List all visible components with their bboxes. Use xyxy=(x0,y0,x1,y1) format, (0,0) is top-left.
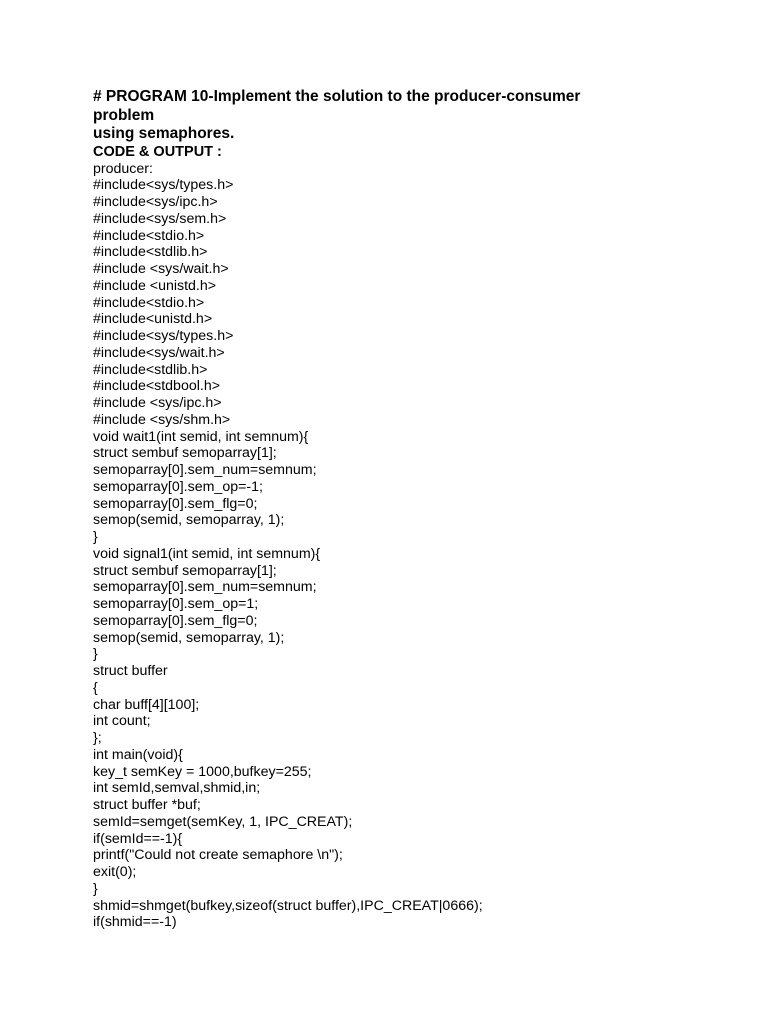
code-line: struct sembuf semoparray[1]; xyxy=(93,445,277,462)
code-line: } xyxy=(93,880,98,897)
code-line: shmid=shmget(bufkey,sizeof(struct buffer),IPC_CREAT|0666); xyxy=(93,897,483,914)
code-line: semoparray[0].sem_flg=0; xyxy=(93,495,258,512)
program-title-line-2: problem xyxy=(93,106,155,124)
code-line: #include <unistd.h> xyxy=(93,277,217,294)
code-line: if(shmid==-1) xyxy=(93,914,177,931)
code-line: #include <sys/wait.h> xyxy=(93,261,229,277)
code-line: #include<sys/sem.h> xyxy=(93,210,227,227)
code-line: #include<stdbool.h> xyxy=(93,378,221,395)
code-line: #include<sys/types.h> xyxy=(93,177,234,194)
code-line: #include<stdlib.h> xyxy=(93,244,208,261)
code-line: void signal1(int semid, int semnum){ xyxy=(93,545,321,562)
code-line: struct buffer *buf; xyxy=(93,797,201,813)
code-line: if(semId==-1){ xyxy=(93,830,183,847)
code-line: } xyxy=(93,529,98,545)
program-title-line-1: # PROGRAM 10-Implement the solution to the producer-consumer xyxy=(93,88,581,105)
code-line: struct sembuf semoparray[1]; xyxy=(93,562,277,579)
code-line: producer: xyxy=(93,160,153,177)
program-title-line-3: using semaphores. xyxy=(93,125,235,142)
code-line: #include<unistd.h> xyxy=(93,311,213,328)
code-line: semoparray[0].sem_flg=0; xyxy=(93,612,258,629)
code-line: int semId,semval,shmid,in; xyxy=(93,780,261,797)
code-line: semop(semid, semoparray, 1); xyxy=(93,629,285,646)
code-line: #include<sys/wait.h> xyxy=(93,344,225,361)
code-line: #include <sys/ipc.h> xyxy=(93,395,222,411)
code-line: exit(0); xyxy=(93,864,137,880)
code-line: semop(semid, semoparray, 1); xyxy=(93,512,285,529)
code-line: } xyxy=(93,646,98,663)
code-line: #include<sys/types.h> xyxy=(93,328,234,344)
code-line: semoparray[0].sem_num=semnum; xyxy=(93,462,317,478)
code-line: #include<stdio.h> xyxy=(93,294,205,311)
code-line: { xyxy=(93,679,98,696)
code-listing xyxy=(93,161,673,932)
code-line: key_t semKey = 1000,bufkey=255; xyxy=(93,763,312,780)
code-line: #include<sys/ipc.h> xyxy=(93,194,218,210)
code-line: int main(void){ xyxy=(93,746,183,763)
code-line: #include<stdio.h> xyxy=(93,227,205,244)
section-heading: CODE & OUTPUT : xyxy=(93,143,222,160)
code-line: semoparray[0].sem_op=-1; xyxy=(93,478,263,495)
code-line: semoparray[0].sem_num=semnum; xyxy=(93,579,317,596)
code-line: void wait1(int semid, int semnum){ xyxy=(93,428,309,445)
code-line: struct buffer xyxy=(93,663,168,679)
code-line: int count; xyxy=(93,713,151,730)
code-line: semoparray[0].sem_op=1; xyxy=(93,596,259,612)
code-line: #include <sys/shm.h> xyxy=(93,411,231,428)
code-line: semId=semget(semKey, 1, IPC_CREAT); xyxy=(93,813,353,830)
code-line: #include<stdlib.h> xyxy=(93,361,208,378)
code-line: printf("Could not create semaphore \n"); xyxy=(93,847,343,864)
document-page xyxy=(93,88,673,931)
code-line: }; xyxy=(93,730,102,746)
code-line: char buff[4][100]; xyxy=(93,696,200,713)
